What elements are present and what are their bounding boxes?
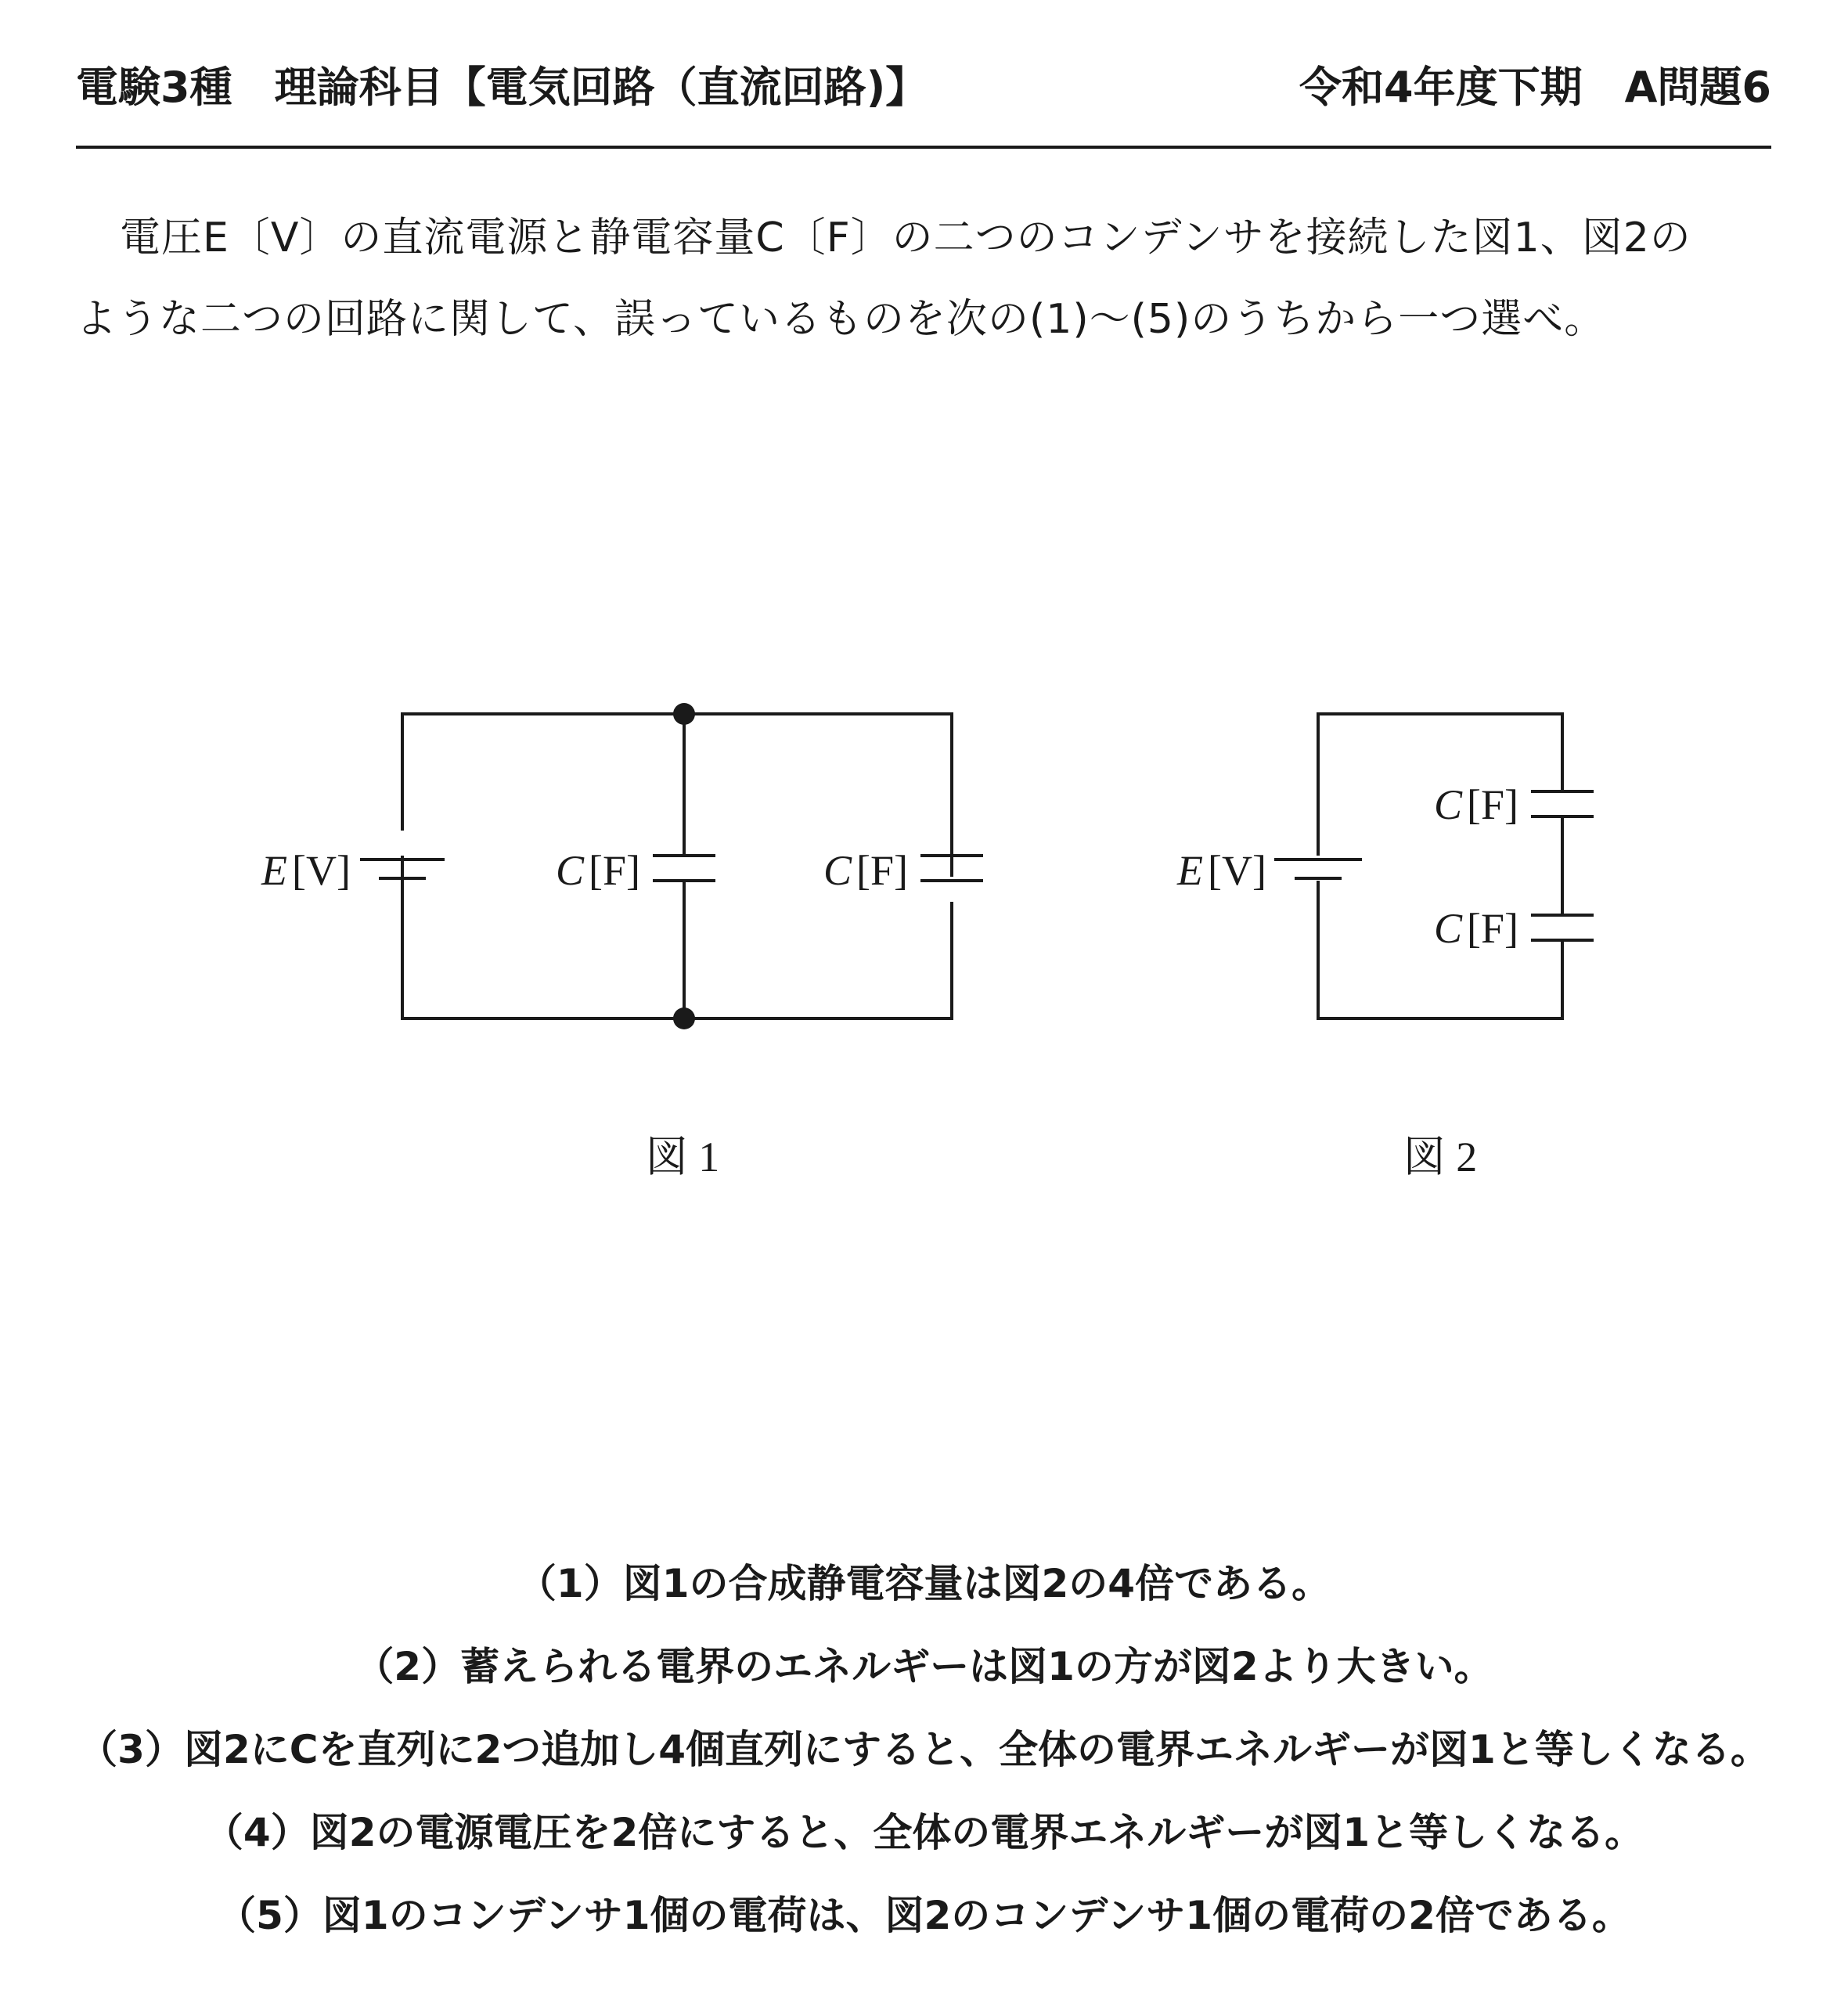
figure1-junction-top [673,703,695,725]
answer-choices [0,1542,1848,1957]
figure1-source-label: E [V] [261,847,351,894]
subject-title: 電験3種 理論科目【電気回路（直流回路)】 [76,63,928,112]
choice-5: （5）図1のコンデンサ1個の電荷は、図2のコンデンサ1個の電荷の2倍である。 [217,1893,1631,1938]
choice-4: （4）図2の電源電圧を2倍にすると、全体の電界エネルギーが図1と等しくなる。 [204,1810,1644,1855]
figure1-caption: 図 1 [645,1134,720,1180]
figure2-caption: 図 2 [1403,1134,1478,1180]
figure1-junction-bottom [673,1007,695,1029]
figure2-circuit [1274,714,1594,1018]
choice-2: （2）蓄えられる電界のエネルギーは図1の方が図2より大きい。 [355,1644,1493,1689]
choice-1: （1）図1の合成静電容量は図2の4倍である。 [517,1561,1331,1606]
figure2-cap2-label: C [F] [1433,905,1518,952]
figure2-cap1-label: C [F] [1433,781,1518,828]
figure2-source-label: E [V] [1177,847,1266,894]
question-line-2: ような二つの回路に関して、誤っているものを次の(1)～(5)のうちから一つ選べ。 [76,296,1606,343]
figure1-cap1-label: C [F] [555,847,640,894]
exam-session: 令和4年度下期 A問題6 [1299,63,1771,112]
choice-3: （3）図2にCを直列に2つ追加し4個直列にすると、全体の電界エネルギーが図1と等しくなる。 [78,1727,1770,1772]
figure1-cap2-label: C [F] [823,847,908,894]
question-line-1: 電圧E〔V〕の直流電源と静電容量C〔F〕の二つのコンデンサを接続した図1、図2の [120,214,1691,261]
